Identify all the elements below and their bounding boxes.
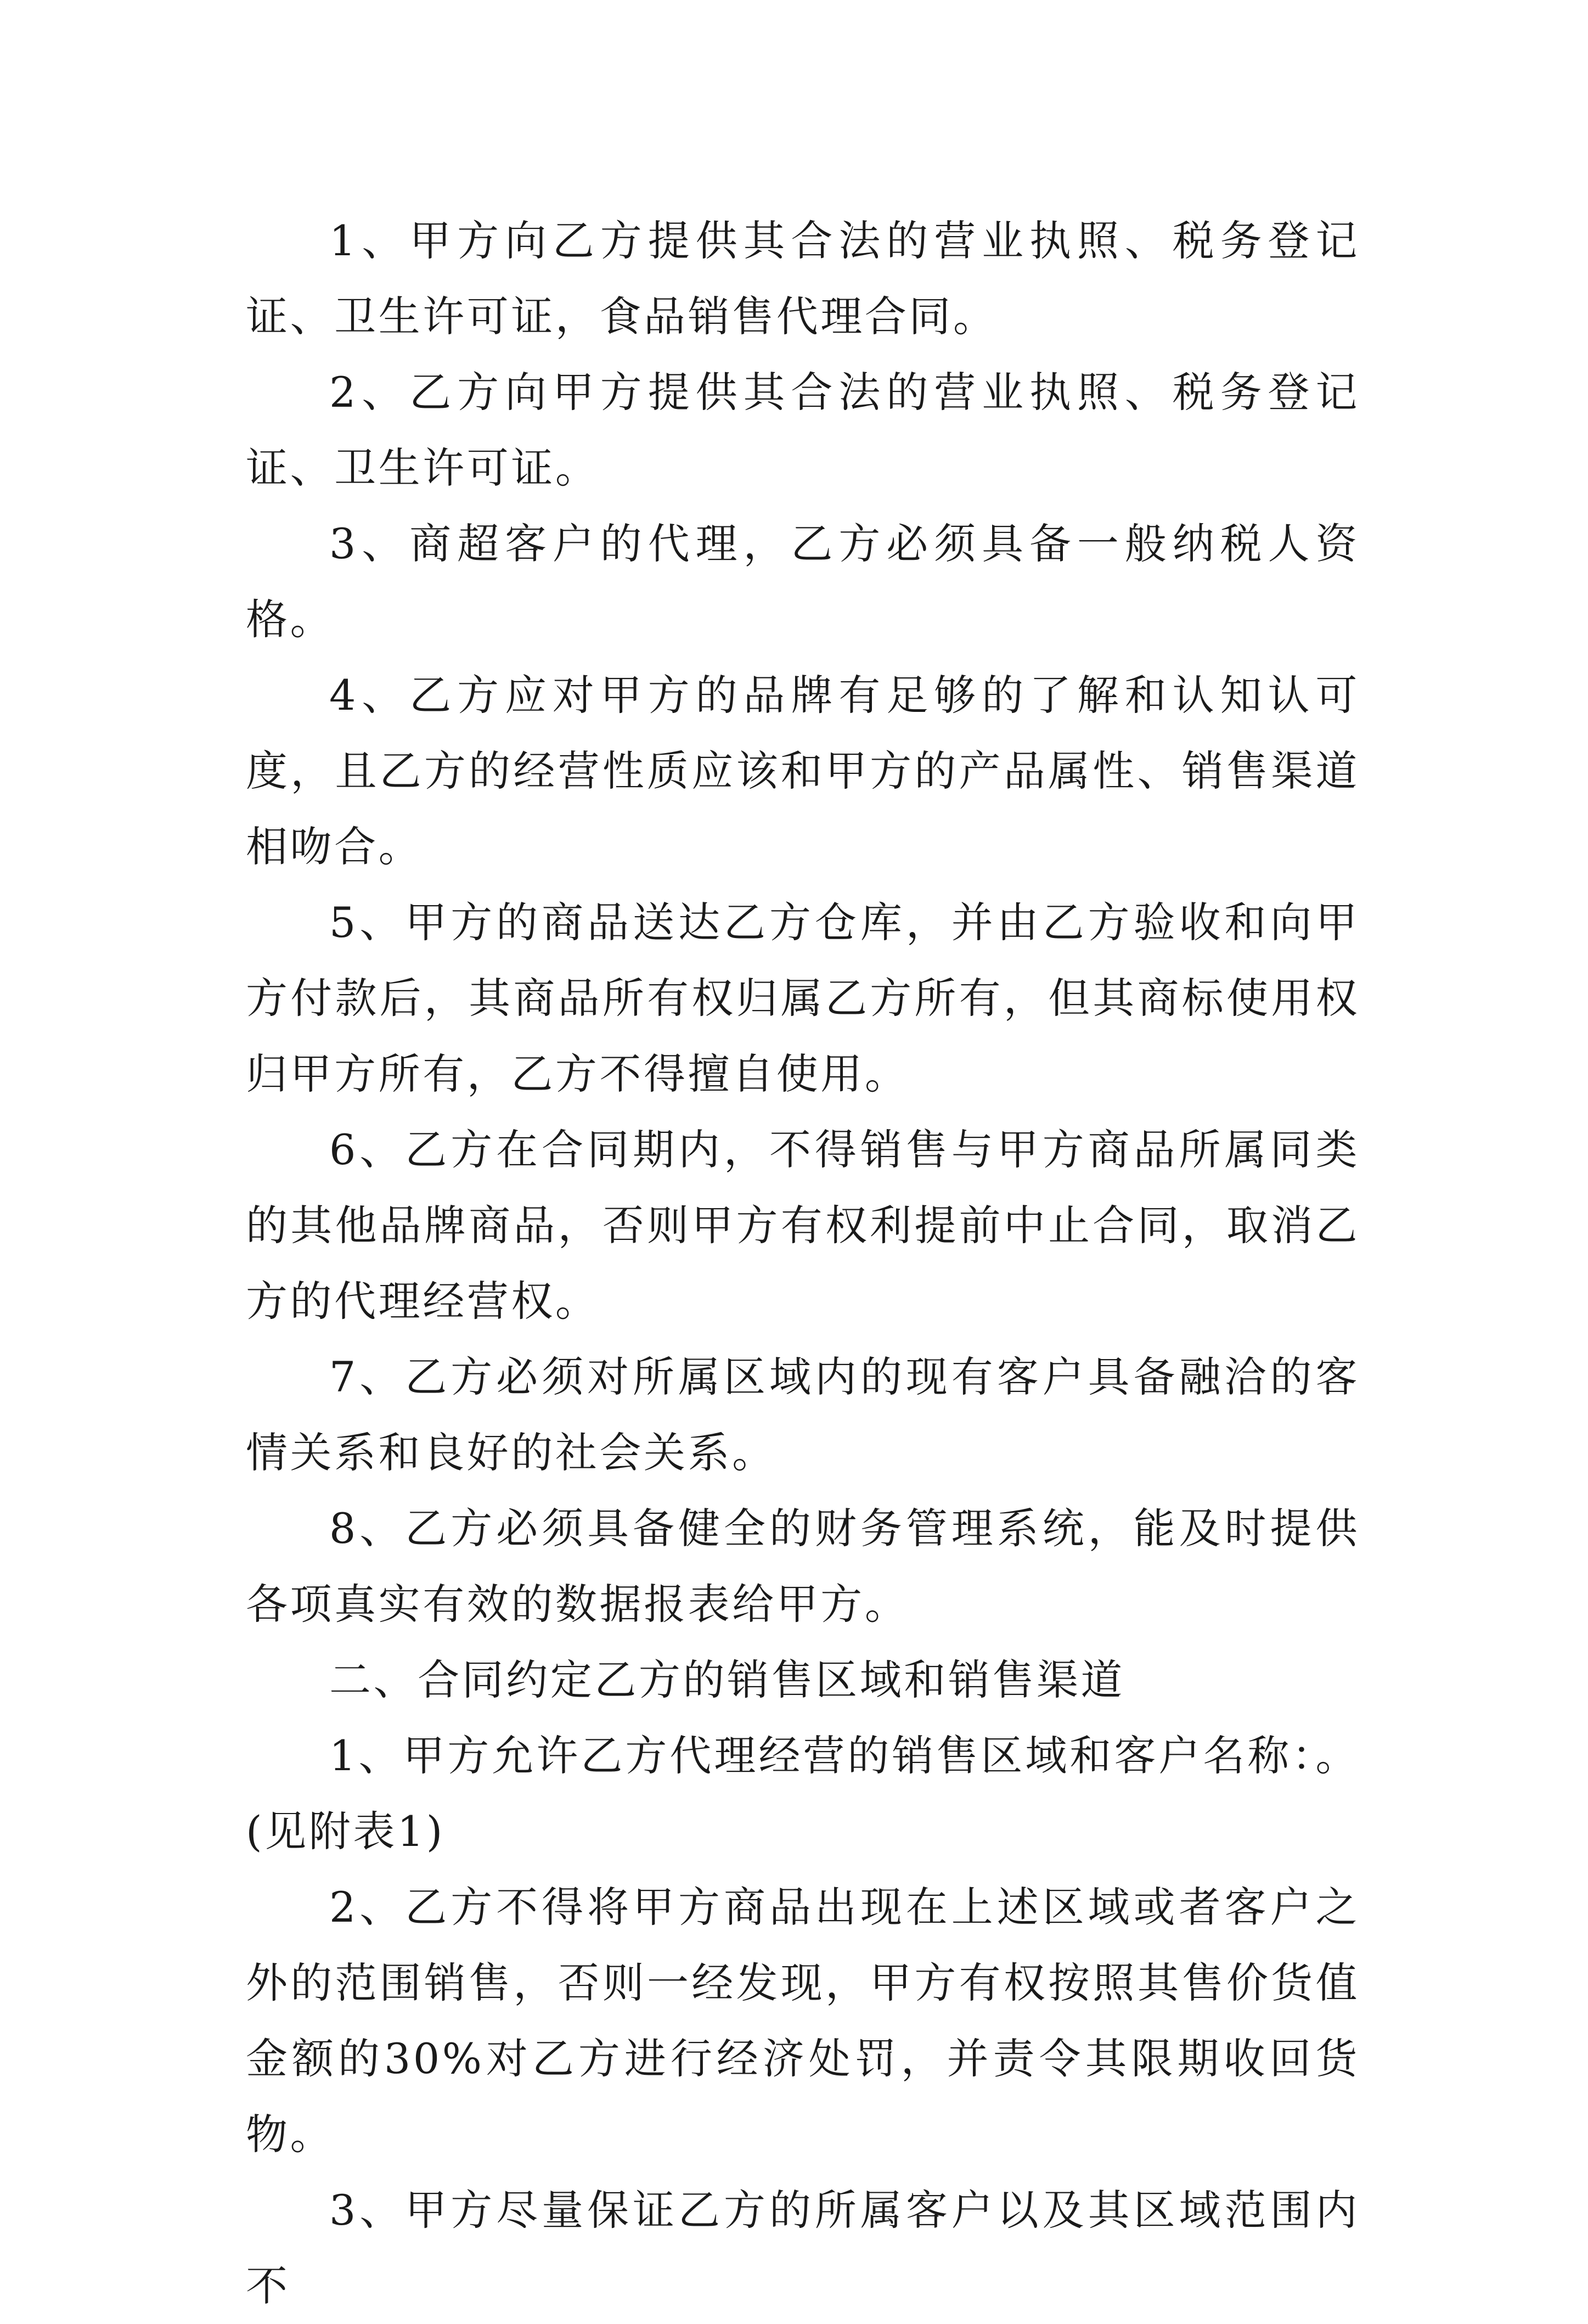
clause-paragraph: 7、乙方必须对所属区域内的现有客户具备融洽的客情关系和良好的社会关系。: [246, 1352, 1360, 1477]
clause-paragraph: 2、乙方向甲方提供其合法的营业执照、税务登记证、卫生许可证。: [246, 368, 1360, 492]
section-heading: 二、合同约定乙方的销售区域和销售渠道: [329, 1655, 1125, 1704]
clause-paragraph: 1、甲方允许乙方代理经营的销售区域和客户名称：。(见附表1): [246, 1731, 1360, 1856]
clause-paragraph: 8、乙方必须具备健全的财务管理系统，能及时提供各项真实有效的数据报表给甲方。: [246, 1504, 1360, 1629]
clause-paragraph: 5、甲方的商品送达乙方仓库，并由乙方验收和向甲方付款后，其商品所有权归属乙方所有，但其商标使用权归甲方所有，乙方不得擅自使用。: [246, 898, 1360, 1098]
clause-paragraph: 3、商超客户的代理，乙方必须具备一般纳税人资格。: [246, 519, 1360, 644]
document-body: [246, 203, 1360, 2324]
clause-paragraph: 3、甲方尽量保证乙方的所属客户以及其区域范围内不: [246, 2186, 1360, 2310]
clause-paragraph: 2、乙方不得将甲方商品出现在上述区域或者客户之外的范围销售，否则一经发现，甲方有权按照其售价货值金额的30%对乙方进行经济处罚，并责令其限期收回货物。: [246, 1883, 1360, 2159]
clause-paragraph: 6、乙方在合同期内，不得销售与甲方商品所属同类的其他品牌商品，否则甲方有权利提前中止合同，取消乙方的代理经营权。: [246, 1125, 1360, 1326]
clause-paragraph: 4、乙方应对甲方的品牌有足够的了解和认知认可度，且乙方的经营性质应该和甲方的产品属性、销售渠道相吻合。: [246, 671, 1360, 871]
clause-paragraph: 1、甲方向乙方提供其合法的营业执照、税务登记证、卫生许可证，食品销售代理合同。: [246, 216, 1360, 341]
